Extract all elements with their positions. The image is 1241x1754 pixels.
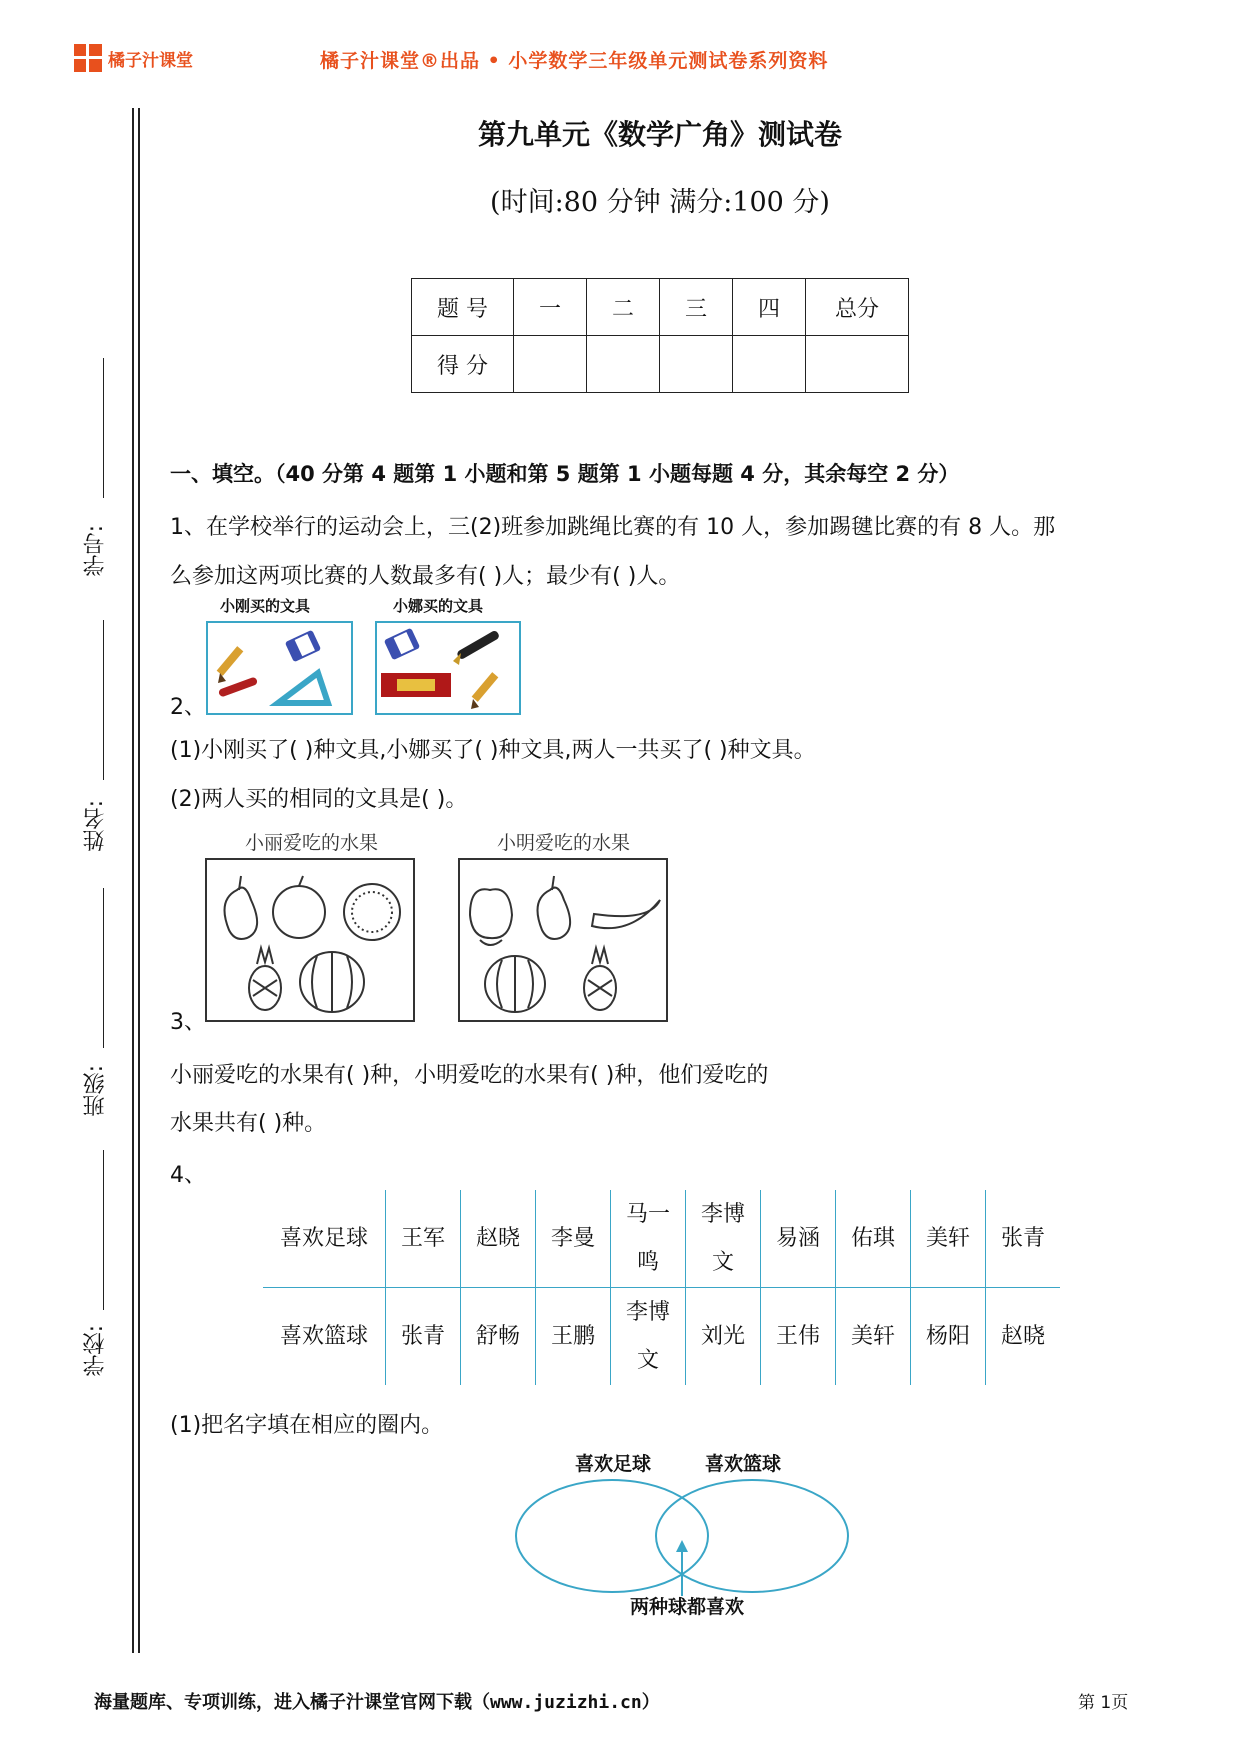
name-label: 姓名: [83, 800, 108, 852]
question-2-sub-2: (2)两人买的相同的文具是( )。 [170, 787, 468, 812]
table-row [412, 279, 909, 336]
venn-label-both: 两种球都喜欢 [630, 1596, 745, 1618]
triangle-ruler-icon [278, 673, 328, 703]
table-cell: 杨阳 [911, 1288, 986, 1386]
table-cell: 王伟 [761, 1288, 836, 1386]
pear-icon [538, 876, 571, 939]
question-2-number: 2、 [170, 695, 206, 720]
fruit-box-xiaoming [458, 858, 668, 1022]
table-row [263, 1288, 1060, 1386]
venn-circle-football [516, 1480, 708, 1592]
stationery-illustration [208, 623, 351, 713]
score-cell[interactable] [587, 336, 660, 393]
fruit-box-xiaoli [205, 858, 415, 1022]
question-1-line-2: 么参加这两项比赛的人数最多有( )人；最少有( )人。 [170, 564, 681, 589]
watermelon-icon [485, 956, 545, 1012]
stationery-box-xiaogang [206, 621, 353, 715]
pear-icon [225, 876, 258, 939]
table-cell: 美轩 [911, 1190, 986, 1288]
eraser-icon [285, 630, 321, 663]
table-cell: 题 号 [412, 279, 514, 336]
page-title: 第九单元《数学广角》测试卷 [477, 118, 842, 151]
watermelon-icon [300, 952, 364, 1012]
table-cell: 易涵 [761, 1190, 836, 1288]
fruit-illustration [460, 860, 666, 1020]
margin-line [132, 108, 134, 1653]
student-id-label: 学号: [83, 525, 108, 577]
score-cell[interactable] [660, 336, 733, 393]
score-cell[interactable] [514, 336, 587, 393]
question-1-line-1: 1、在学校举行的运动会上，三(2)班参加跳绳比赛的有 10 人，参加踢毽比赛的有 8 人。那 [170, 515, 1056, 540]
table-cell: 王军 [386, 1190, 461, 1288]
margin-line [138, 108, 140, 1653]
question-3-line-2: 水果共有( )种。 [170, 1111, 327, 1136]
pineapple-icon [584, 948, 616, 1010]
logo-icon [74, 44, 102, 72]
question-2-sub-1: (1)小刚买了( )种文具,小娜买了( )种文具,两人一共买了( )种文具。 [170, 738, 816, 763]
picture-caption: 小刚买的文具 [220, 597, 311, 615]
table-cell: 美轩 [836, 1288, 911, 1386]
table-cell: 三 [660, 279, 733, 336]
table-cell: 一 [514, 279, 587, 336]
table-row [412, 336, 909, 393]
question-4-sub-1: (1)把名字填在相应的圈内。 [170, 1413, 444, 1438]
stationery-box-xiaona [375, 621, 521, 715]
venn-circle-basketball [656, 1480, 848, 1592]
banana-icon [592, 900, 660, 928]
fruit-caption: 小丽爱吃的水果 [245, 832, 379, 854]
venn-diagram[interactable] [515, 1478, 850, 1598]
question-3-line-1: 小丽爱吃的水果有( )种，小明爱吃的水果有( )种，他们爱吃的 [170, 1063, 769, 1088]
table-cell: 李博 文 [686, 1190, 761, 1288]
table-cell: 四 [733, 279, 806, 336]
peach-icon [470, 889, 512, 945]
table-cell: 马一 鸣 [611, 1190, 686, 1288]
table-cell: 舒畅 [461, 1288, 536, 1386]
orange-icon [344, 884, 400, 940]
footer-text: 海量题库、专项训练，进入橘子汁课堂官网下载（www.juzizhi.cn） [94, 1692, 660, 1713]
section-heading: 一、填空。（40 分第 4 题第 1 小题和第 5 题第 1 小题每题 4 分，其余每空 2 分） [170, 462, 960, 486]
pencil-icon [471, 672, 498, 709]
fruit-caption: 小明爱吃的水果 [497, 832, 631, 854]
logo-text: 橘子汁课堂 [108, 50, 193, 71]
pencil-icon [217, 646, 244, 683]
eraser-icon [384, 628, 420, 661]
name-blank[interactable] [103, 620, 104, 780]
table-cell: 张青 [986, 1190, 1061, 1288]
venn-label-football: 喜欢足球 [575, 1453, 652, 1475]
score-cell[interactable] [733, 336, 806, 393]
table-cell: 赵晓 [986, 1288, 1061, 1386]
table-cell: 李曼 [536, 1190, 611, 1288]
student-id-blank[interactable] [103, 358, 104, 498]
table-cell: 二 [587, 279, 660, 336]
class-label: 班级: [83, 1065, 108, 1117]
page-number: 第 1页 [1078, 1693, 1129, 1713]
class-blank[interactable] [103, 888, 104, 1048]
page-subtitle: (时间:80 分钟 满分:100 分) [490, 187, 830, 218]
table-cell: 得 分 [412, 336, 514, 393]
table-cell: 喜欢足球 [263, 1190, 386, 1288]
table-cell: 刘光 [686, 1288, 761, 1386]
table-cell: 佑琪 [836, 1190, 911, 1288]
table-row [263, 1190, 1060, 1288]
stationery-illustration [377, 623, 519, 713]
hobby-name-table [263, 1190, 1060, 1385]
table-cell: 总分 [806, 279, 909, 336]
arrow-up-icon [676, 1540, 688, 1552]
question-4-number: 4、 [170, 1163, 206, 1188]
brand-logo [74, 44, 193, 72]
picture-caption: 小娜买的文具 [393, 597, 484, 615]
fruit-illustration [207, 860, 413, 1020]
table-cell: 李博 文 [611, 1288, 686, 1386]
school-blank[interactable] [103, 1150, 104, 1310]
table-cell: 王鹏 [536, 1288, 611, 1386]
table-cell: 喜欢篮球 [279, 1323, 368, 1349]
venn-label-basketball: 喜欢篮球 [705, 1453, 782, 1475]
fountain-pen-icon [453, 630, 500, 665]
school-label: 学校: [83, 1325, 108, 1377]
score-cell[interactable] [806, 336, 909, 393]
table-cell: 张青 [386, 1288, 461, 1386]
table-cell: 赵晓 [461, 1190, 536, 1288]
question-3-number: 3、 [170, 1010, 206, 1035]
score-table [411, 278, 909, 393]
pineapple-icon [249, 948, 281, 1010]
header-banner: 橘子汁课堂®出品 • 小学数学三年级单元测试卷系列资料 [320, 50, 829, 72]
apple-icon [273, 876, 325, 938]
